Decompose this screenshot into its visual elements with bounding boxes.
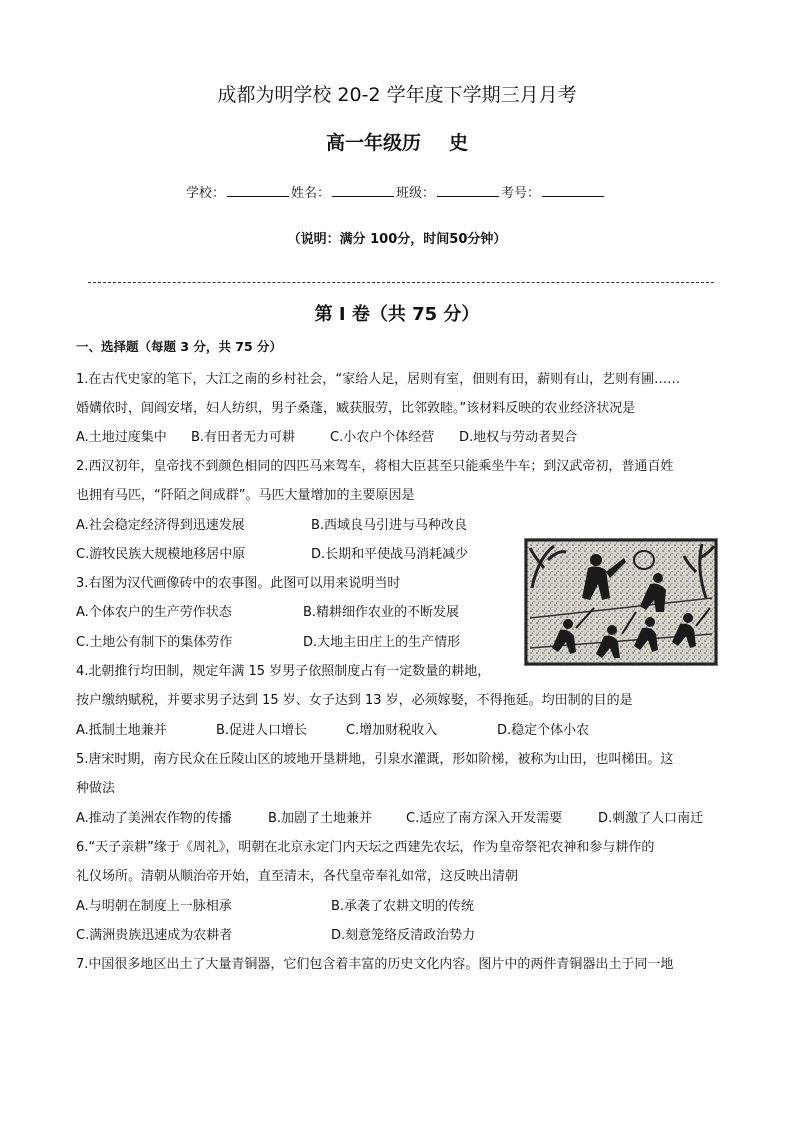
subtitle-part-a: 高一年级历 <box>325 132 421 154</box>
q3-option-a[interactable]: A.个体农户的生产劳作状态 <box>76 605 232 620</box>
exam-number-label: 考号： <box>501 186 541 201</box>
q1-option-d[interactable]: D.地权与劳动者契合 <box>459 430 578 445</box>
name-blank[interactable] <box>332 184 394 197</box>
q3-option-b[interactable]: B.精耕细作农业的不断发展 <box>303 605 460 620</box>
q6-stem-line-1: 6.“天子亲耕”缘于《周礼》，明朝在北京永定门内天坛之西建先农坛，作为皇帝祭祀农神和参与耕作的 <box>76 840 655 855</box>
exam-subtitle <box>0 128 794 155</box>
q2-option-a[interactable]: A.社会稳定经济得到迅速发展 <box>76 518 245 533</box>
q2-stem-line-1: 2.西汉初年，皇帝找不到颜色相同的四匹马来驾车，将相大臣甚至只能乘坐牛车；到汉武帝初，普通百姓 <box>76 459 674 474</box>
q2-option-b[interactable]: B.西域良马引进与马种改良 <box>311 518 468 533</box>
exam-number-blank[interactable] <box>542 184 604 197</box>
q3-stem-line-1: 3.右图为汉代画像砖中的农事图。此图可以用来说明当时 <box>76 576 401 591</box>
class-label: 班级： <box>396 186 436 201</box>
q2-option-c[interactable]: C.游牧民族大规模地移居中原 <box>76 547 246 562</box>
q5-option-c[interactable]: C.适应了南方深入开发需要 <box>406 811 563 826</box>
q5-option-d[interactable]: D.刺激了人口南迁 <box>598 811 704 826</box>
name-label: 姓名： <box>291 186 331 201</box>
section-heading: 一、选择题（每题 3 分，共 75 分） <box>76 339 283 354</box>
volume-heading: 第 Ⅰ 卷（共 75 分） <box>314 304 480 325</box>
q3-option-c[interactable]: C.土地公有制下的集体劳作 <box>76 635 233 650</box>
q1-stem-line-1: 1.在古代史家的笔下，大江之南的乡村社会，“家给人足，居则有室，佃则有田，薪则有山，艺则有圃…… <box>76 372 681 387</box>
q4-option-a[interactable]: A.抵制土地兼并 <box>76 723 167 738</box>
q2-option-d[interactable]: D.长期和平使战马消耗减少 <box>311 547 469 562</box>
q5-stem-line-2: 种做法 <box>76 781 116 796</box>
q4-stem-line-2: 按户缴纳赋税，并要求男子达到 15 岁、女子达到 13 岁，必须嫁娶，不得拖延。均田制的目的是 <box>76 693 633 708</box>
q1-option-c[interactable]: C.小农户个体经营 <box>330 430 435 445</box>
q3-option-d[interactable]: D.大地主田庄上的生产情形 <box>303 635 461 650</box>
q1-option-a[interactable]: A.土地过度集中 <box>76 430 167 445</box>
q2-stem-line-2: 也拥有马匹，“阡陌之间成群”。马匹大量增加的主要原因是 <box>76 488 415 503</box>
q5-option-a[interactable]: A.推动了美洲农作物的传播 <box>76 811 232 826</box>
q7-stem-line-1: 7.中国很多地区出土了大量青铜器，它们包含着丰富的历史文化内容。图片中的两件青铜器出土于同一地 <box>76 957 674 972</box>
q5-option-b[interactable]: B.加剧了土地兼并 <box>268 811 373 826</box>
subtitle-part-b: 史 <box>449 132 469 154</box>
q1-stem-line-2: 婚媾依时，闾阎安堵，妇人纺织，男子桑蓬，臧获服劳，比邻敦睦。”该材料反映的农业经济状况是 <box>76 401 636 416</box>
q4-option-c[interactable]: C.增加财税收入 <box>346 723 438 738</box>
han-brick-farming-image <box>524 538 718 666</box>
q1-option-b[interactable]: B.有田者无力可耕 <box>191 430 296 445</box>
exam-title: 成都为明学校 20-2 学年度下学期三月月考 <box>217 84 577 106</box>
q6-option-b[interactable]: B.承袭了农耕文明的传统 <box>331 899 475 914</box>
q6-option-d[interactable]: D.刻意笼络反清政治势力 <box>331 928 476 943</box>
q4-stem-line-1: 4.北朝推行均田制，规定年满 15 岁男子依照制度占有一定数量的耕地， <box>76 664 491 679</box>
class-blank[interactable] <box>437 184 499 197</box>
school-blank[interactable] <box>227 184 289 197</box>
dashed-divider <box>88 282 714 283</box>
q4-option-b[interactable]: B.促进人口增长 <box>216 723 308 738</box>
school-label: 学校： <box>186 186 226 201</box>
q6-option-c[interactable]: C.满洲贵族迅速成为农耕者 <box>76 928 233 943</box>
q6-stem-line-2: 礼仪场所。清朝从顺治帝开始，直至清末，各代皇帝奉礼如常，这反映出清朝 <box>76 869 519 884</box>
q6-option-a[interactable]: A.与明朝在制度上一脉相承 <box>76 899 232 914</box>
q5-stem-line-1: 5.唐宋时期，南方民众在丘陵山区的坡地开垦耕地，引泉水灌溉，形如阶梯，被称为山田，也叫梯田。这 <box>76 752 674 767</box>
exam-note: （说明：满分 100分，时间50分钟） <box>287 232 507 247</box>
q4-option-d[interactable]: D.稳定个体小农 <box>497 723 590 738</box>
student-info-line <box>186 182 606 201</box>
